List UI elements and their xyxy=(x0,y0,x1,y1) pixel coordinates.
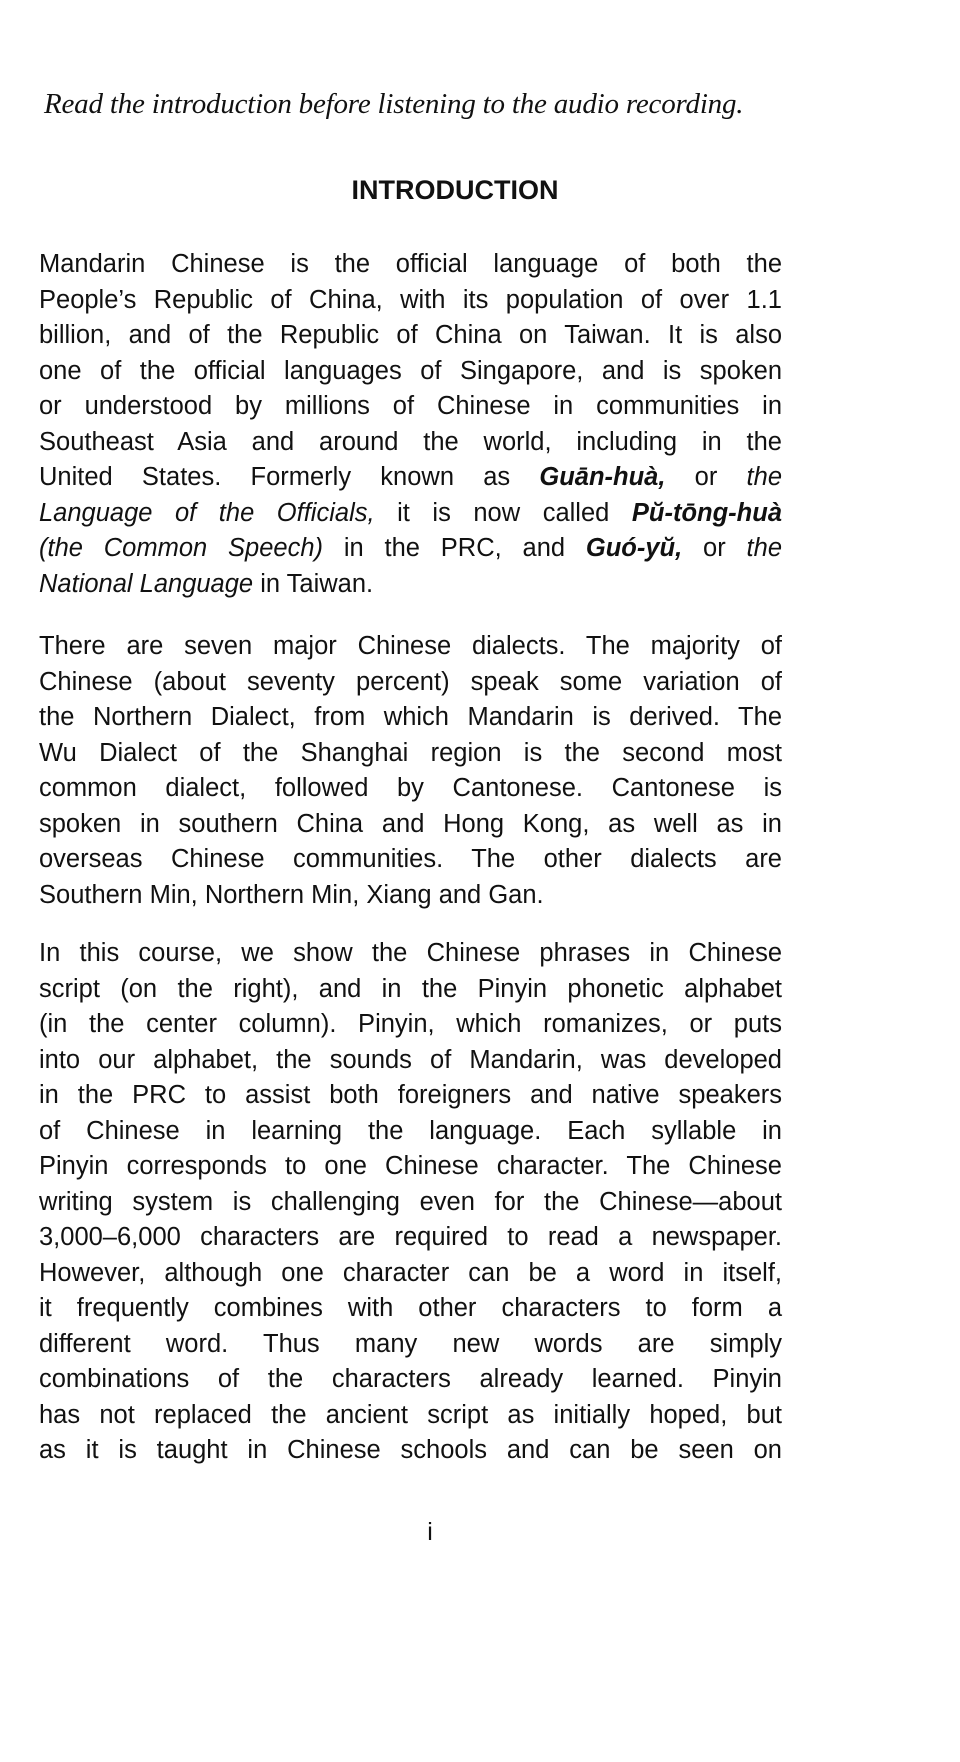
text-line xyxy=(39,700,782,736)
text-line xyxy=(39,736,782,772)
text-run: one of the official languages of Singapore, and is spoken xyxy=(39,356,782,385)
text-run: There are seven major Chinese dialects. The majority of xyxy=(39,632,782,660)
text-line xyxy=(39,1220,782,1256)
emphasized-term: Guān-huà, xyxy=(539,463,666,491)
text-run: combinations of the characters already learned. Pinyin xyxy=(39,1365,782,1393)
text-line xyxy=(39,460,782,496)
text-run: script (on the right), and in the Pinyin phonetic alphabet xyxy=(39,974,782,1003)
paragraph-pinyin xyxy=(39,936,782,1469)
text-run: the Northern Dialect, from which Mandarin is derived. The xyxy=(39,703,782,731)
text-line xyxy=(39,1149,782,1185)
text-line xyxy=(39,567,782,603)
section-heading xyxy=(0,175,960,206)
emphasized-term: Language of the Officials, xyxy=(39,498,375,527)
text-line xyxy=(39,283,782,319)
page-number xyxy=(0,1518,960,1547)
text-run: People’s Republic of China, with its population of over 1.1 xyxy=(39,285,782,314)
text-run: Mandarin Chinese is the official language of both the xyxy=(39,250,782,278)
text-run: it frequently combines with other characters to form a xyxy=(39,1294,782,1322)
emphasized-term: National Language xyxy=(39,569,254,598)
text-line xyxy=(39,1185,782,1221)
text-run: of Chinese in learning the language. Each syllable in xyxy=(39,1116,782,1145)
text-line xyxy=(39,318,782,354)
text-line xyxy=(39,1398,782,1434)
text-run: United States. Formerly known as xyxy=(39,463,540,491)
emphasized-term: Pŭ-tōng-huà xyxy=(631,498,782,527)
text-line xyxy=(39,665,782,701)
text-line xyxy=(39,1291,782,1327)
text-line xyxy=(39,807,782,843)
paragraph-official-language xyxy=(39,247,782,602)
text-run: or understood by millions of Chinese in communities in xyxy=(39,392,782,420)
emphasized-term: the xyxy=(746,534,782,562)
text-line xyxy=(39,1256,782,1292)
text-run: Pinyin corresponds to one Chinese character. The Chinese xyxy=(39,1152,782,1180)
text-line xyxy=(39,842,782,878)
text-run: writing system is challenging even for the Chinese—about xyxy=(39,1187,782,1216)
text-run: common dialect, followed by Cantonese. Cantonese is xyxy=(39,774,782,802)
emphasized-term: Guó-yŭ, xyxy=(585,534,683,562)
text-run: However, although one character can be a word in itself, xyxy=(39,1258,782,1287)
text-run: Chinese (about seventy percent) speak some variation of xyxy=(39,667,782,696)
text-run: 3,000–6,000 characters are required to read a newspaper. xyxy=(39,1223,782,1251)
text-run: (in the center column). Pinyin, which romanizes, or puts xyxy=(39,1010,782,1038)
text-run: In this course, we show the Chinese phrases in Chinese xyxy=(39,939,782,967)
text-line xyxy=(39,1078,782,1114)
text-line xyxy=(39,878,782,914)
text-line xyxy=(39,354,782,390)
text-line xyxy=(39,1114,782,1150)
heading-text: INTRODUCTION xyxy=(351,175,559,205)
text-run: or xyxy=(682,534,747,562)
text-line xyxy=(39,389,782,425)
text-line xyxy=(39,1362,782,1398)
text-run: Southeast Asia and around the world, including in the xyxy=(39,427,782,456)
paragraph-dialects xyxy=(39,629,782,913)
page-number-text: i xyxy=(427,1518,433,1546)
emphasized-term: (the Common Speech) xyxy=(39,534,324,562)
text-run: different word. Thus many new words are simply xyxy=(39,1329,782,1358)
emphasized-term: the xyxy=(746,463,782,491)
text-line xyxy=(39,531,782,567)
text-line xyxy=(39,425,782,461)
instruction-note: Read the introduction before listening to the audio recording. xyxy=(44,88,744,120)
text-run: in the PRC, and xyxy=(323,534,586,562)
text-line xyxy=(39,247,782,283)
text-line xyxy=(39,1007,782,1043)
text-run: spoken in southern China and Hong Kong, as well as in xyxy=(39,809,782,838)
text-run: it is now called xyxy=(374,498,632,527)
text-line xyxy=(39,771,782,807)
text-line xyxy=(39,629,782,665)
text-line xyxy=(39,496,782,532)
text-run: into our alphabet, the sounds of Mandarin, was developed xyxy=(39,1045,782,1074)
text-line xyxy=(39,972,782,1008)
text-line xyxy=(39,1043,782,1079)
text-line xyxy=(39,936,782,972)
text-run: has not replaced the ancient script as initially hoped, but xyxy=(39,1400,782,1429)
text-line xyxy=(39,1327,782,1363)
text-run: billion, and of the Republic of China on Taiwan. It is also xyxy=(39,321,782,349)
text-run: in Taiwan. xyxy=(253,569,374,598)
text-run: as it is taught in Chinese schools and can be seen on xyxy=(39,1436,782,1464)
text-run: Southern Min, Northern Min, Xiang and Gan. xyxy=(39,880,544,909)
text-run: or xyxy=(665,463,747,491)
text-line xyxy=(39,1433,782,1469)
text-run: overseas Chinese communities. The other dialects are xyxy=(39,845,782,873)
text-run: in the PRC to assist both foreigners and native speakers xyxy=(39,1081,782,1109)
text-run: Wu Dialect of the Shanghai region is the second most xyxy=(39,738,782,767)
